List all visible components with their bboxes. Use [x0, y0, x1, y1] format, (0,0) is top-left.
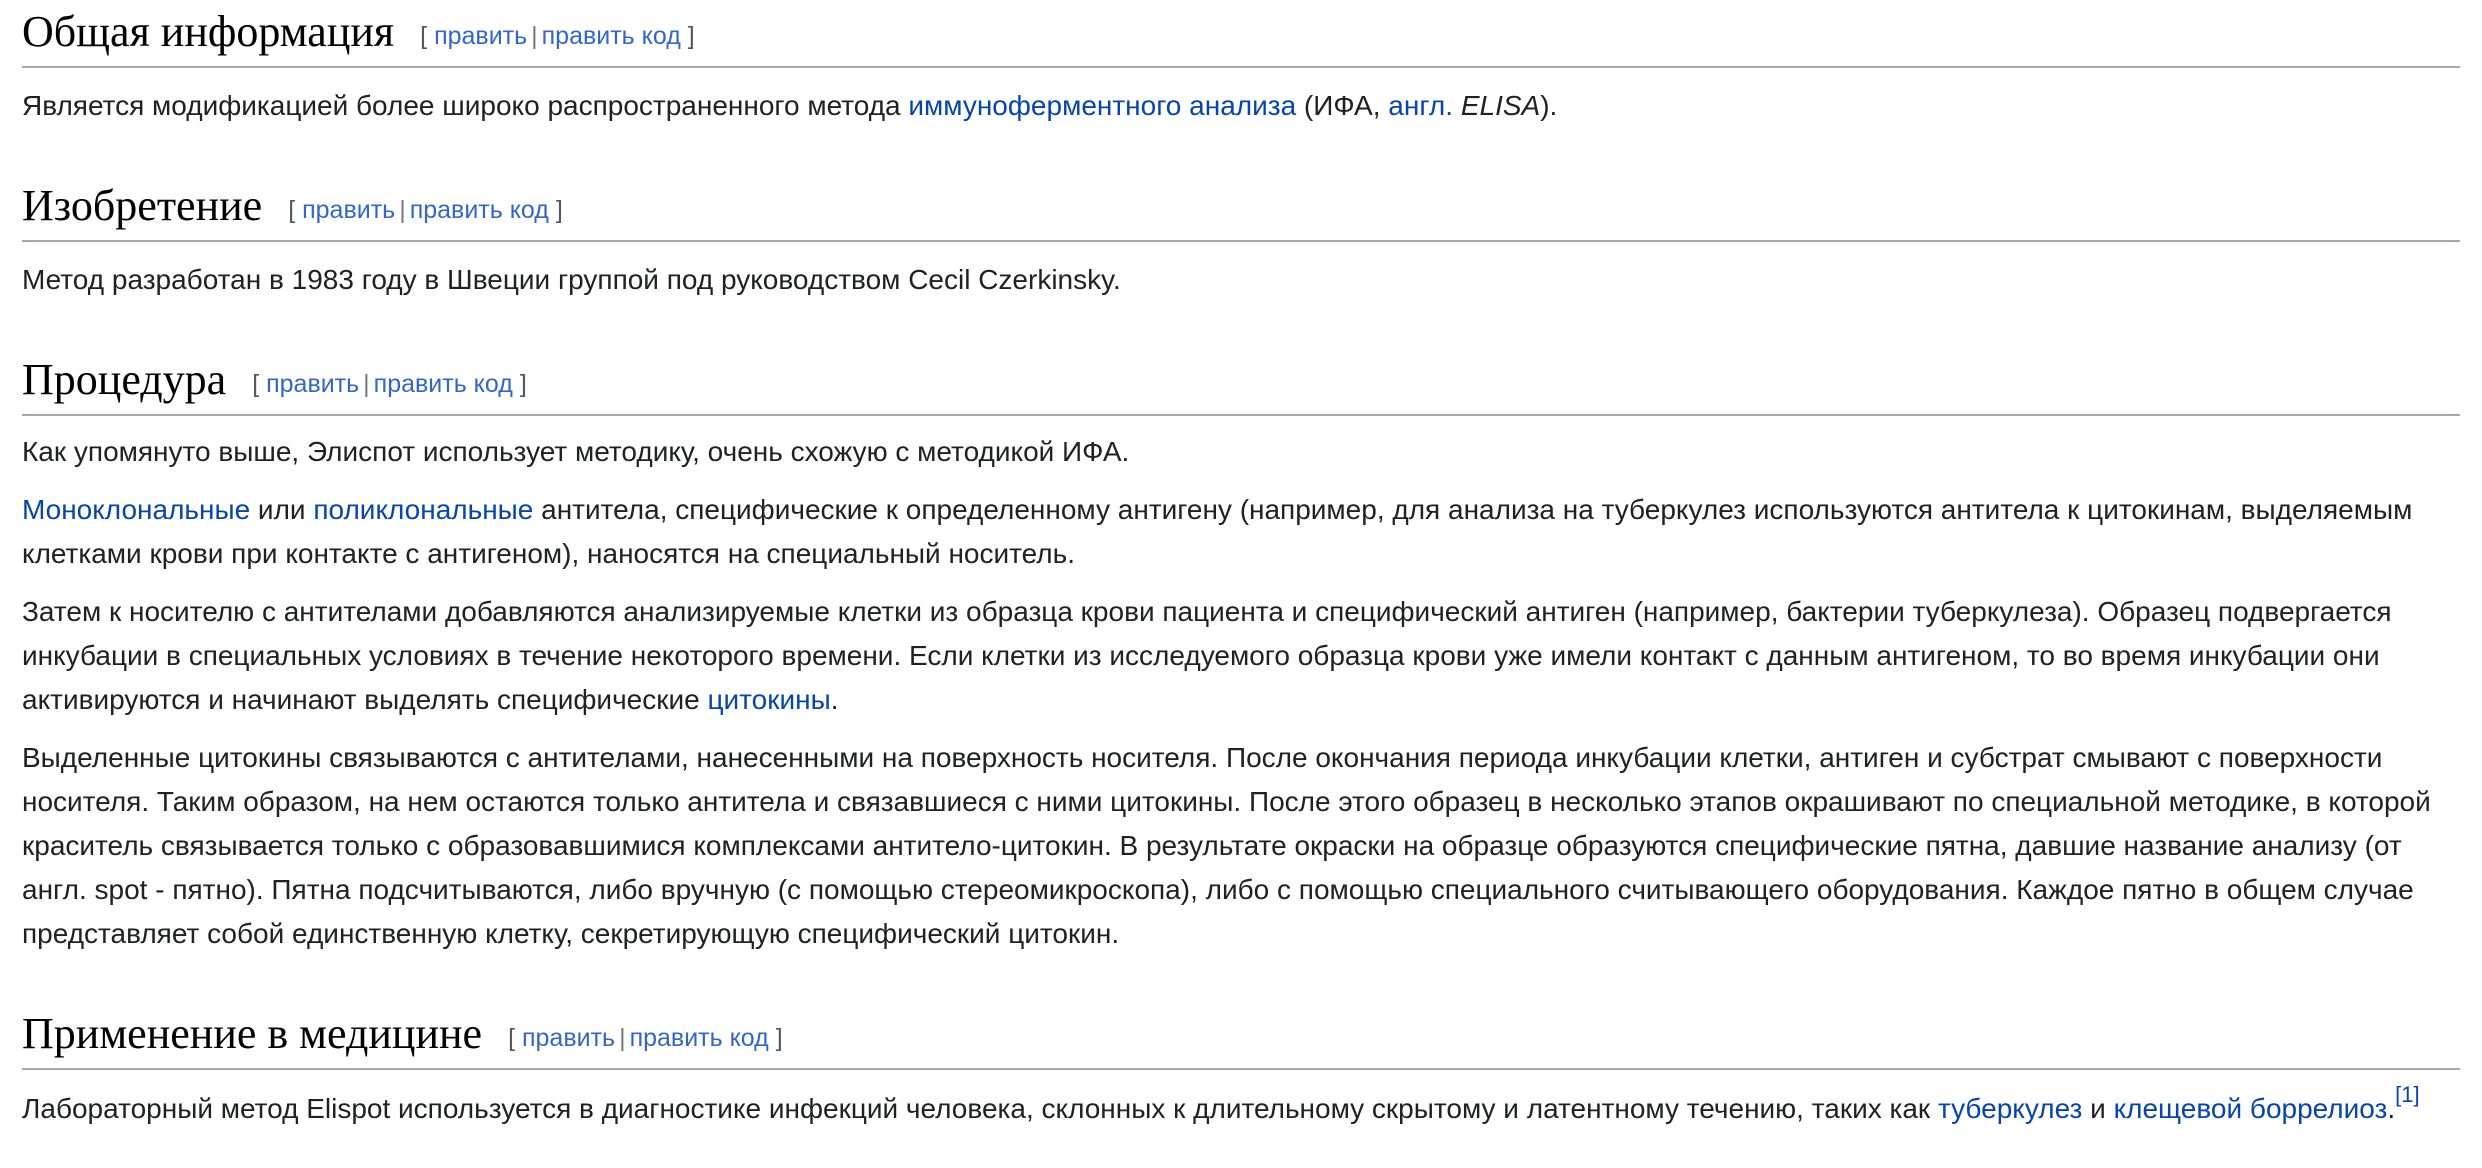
section-heading-invention — [22, 174, 2460, 242]
edit-link[interactable]: править — [266, 370, 360, 398]
edit-link[interactable]: править — [302, 196, 396, 224]
section-heading-general — [22, 0, 2460, 68]
paragraph: Как упомянуто выше, Элиспот использует методику, очень схожую с методикой ИФА. — [22, 436, 1130, 467]
paragraph: Моноклональные или поликлональные антитела, специфические к определенному антигену (например, для анализа на туберкулез используются антитела к цитокинам, выделяемым клетками крови при контакте с антигеном), наносятся на специальный носитель. — [22, 494, 2413, 569]
paragraph: Выделенные цитокины связываются с антителами, нанесенными на поверхность носителя. После окончания периода инкубации клетки, антиген и субстрат смывают с поверхности носителя. Таким образом, на нем остаются только антитела и связавшиеся с ними цитокины. После этого образец в несколько этапов окрашивают по специальной методике, в которой краситель связывается только с образовавшимися комплексами антитело-цитокин. В результате окраски на образце образуются специфические пятна, давшие название анализу (от англ. spot - пятно). Пятна подсчитываются, либо вручную (с помощью стереомикроскопа), либо с помощью специального считывающего оборудования. Каждое пятно в общем случае представляет собой единственную клетку, секретирующую специфический цитокин. — [22, 742, 2431, 949]
edit-section-links: [ править | править код ] — [288, 196, 563, 224]
section-title: Изобретение — [22, 181, 263, 230]
edit-link[interactable]: править — [434, 22, 528, 50]
link-elisa-ru[interactable]: иммуноферментного анализа — [908, 90, 1297, 121]
section-heading-medicine — [22, 1002, 2460, 1070]
link-monoclonal[interactable]: Моноклональные — [22, 494, 251, 525]
section-heading-procedure — [22, 348, 2460, 416]
section-title: Процедура — [22, 355, 227, 404]
edit-section-links: [ править | править код ] — [420, 22, 695, 50]
paragraph: Лабораторный метод Elispot используется в диагностике инфекций человека, склонных к длительному скрытому и латентному течению, таких как туберкулез и клещевой боррелиоз.[1] — [22, 1082, 2420, 1124]
reference-link[interactable]: [1] — [2395, 1082, 2420, 1107]
edit-source-link[interactable]: править код — [409, 196, 549, 224]
paragraph: Является модификацией более широко распространенного метода иммуноферментного анализа (ИФА, англ. ELISA). — [22, 90, 1558, 121]
edit-section-links: [ править | править код ] — [508, 1024, 783, 1052]
paragraph: Метод разработан в 1983 году в Швеции группой под руководством Cecil Czerkinsky. — [22, 264, 1121, 295]
section-title: Общая информация — [22, 7, 395, 56]
edit-source-link[interactable]: править код — [373, 370, 513, 398]
link-borreliosis[interactable]: клещевой боррелиоз — [2113, 1093, 2388, 1124]
paragraph: Затем к носителю с антителами добавляются анализируемые клетки из образца крови пациента и специфический антиген (например, бактерии туберкулеза). Образец подвергается инкубации в специальных условиях в течение некоторого времени. Если клетки из исследуемого образца крови уже имели контакт с данным антигеном, то во время инкубации они активируются и начинают выделять специфические цитокины. — [22, 596, 2392, 715]
article-content — [22, 0, 2460, 1131]
link-tuberculosis[interactable]: туберкулез — [1937, 1093, 2083, 1124]
edit-source-link[interactable]: править код — [541, 22, 681, 50]
section-title: Применение в медицине — [22, 1009, 483, 1058]
link-polyclonal[interactable]: поликлональные — [313, 494, 534, 525]
edit-section-links: [ править | править код ] — [252, 370, 527, 398]
link-english[interactable]: англ. — [1388, 90, 1454, 121]
edit-source-link[interactable]: править код — [629, 1024, 769, 1052]
link-cytokines[interactable]: цитокины — [707, 684, 831, 715]
edit-link[interactable]: править — [521, 1024, 616, 1052]
